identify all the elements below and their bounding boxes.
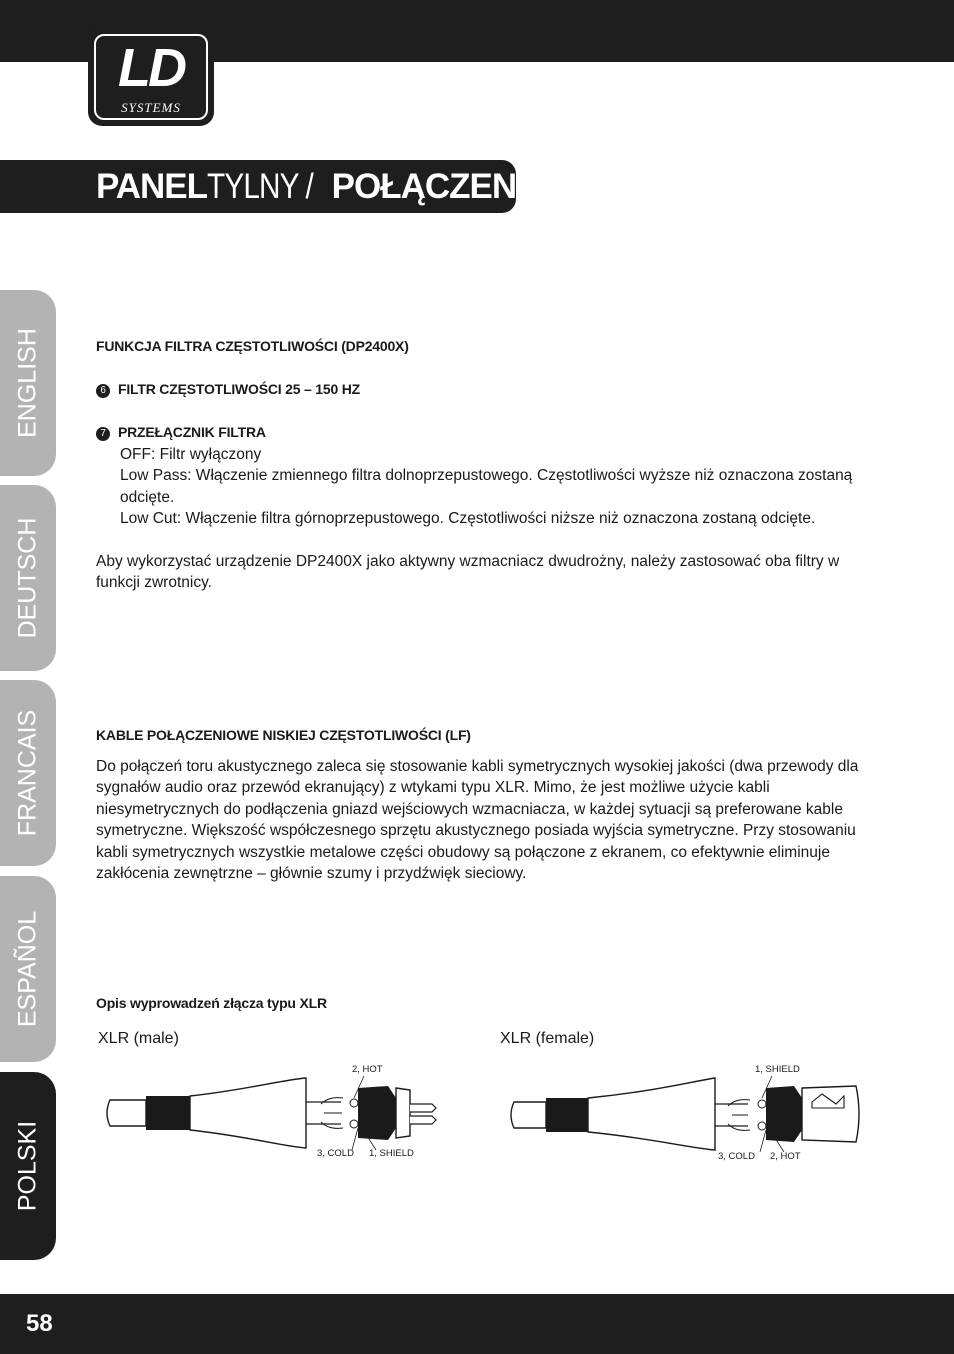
item-7-off: OFF: Filtr wyłączony bbox=[120, 445, 262, 463]
logo-frame bbox=[94, 34, 208, 120]
item-7-lowpass: Low Pass: Włączenie zmiennego filtra dolnoprzepustowego. Częstotliwości wyższe niż oznaczona zostaną odcięte. bbox=[120, 467, 853, 506]
tab-label: POLSKI bbox=[13, 1120, 42, 1212]
section-filter-function bbox=[96, 336, 866, 594]
tab-label: DEUTSCH bbox=[13, 517, 42, 639]
page-number: 58 bbox=[26, 1310, 53, 1337]
cables-paragraph: Do połączeń toru akustycznego zaleca się stosowanie kabli symetrycznych wysokiej jakości (dwa przewody dla sygnałów audio oraz przewód ekranujący) z wtykami typu XLR. Mimo, że jest możliwe użycie kabli niesymetrycznych do podłączenia gniazd wejściowych wzmacniacza, w każdej sytuacji są preferowane kable symetryczne. Większość współczesnego sprzętu akustycznego posiada wyjścia symetryczne. Przy stosowaniu kabli symetrycznych wszystkie metalowe części obudowy są połączone z ekranem, co efektywnie eliminuje zakłócenia zewnętrzne – głównie szumy i przydźwięk sieciowy. bbox=[96, 757, 859, 882]
tab-deutsch[interactable] bbox=[0, 485, 56, 671]
page-title bbox=[96, 166, 558, 208]
tab-polski[interactable] bbox=[0, 1072, 56, 1260]
footer-bar bbox=[0, 1294, 954, 1354]
logo-sub-text: SYSTEMS bbox=[121, 100, 181, 115]
item-6-heading bbox=[96, 379, 866, 401]
xlr-female-label: XLR (female) bbox=[500, 1030, 595, 1047]
item-7-heading bbox=[96, 422, 866, 444]
section-heading: FUNKCJA FILTRA CZĘSTOTLIWOŚCI (DP2400X) bbox=[96, 338, 409, 354]
title-part-polaczenia: POŁĄCZENIA bbox=[331, 167, 550, 206]
male-pin-2-label: 2, HOT bbox=[352, 1064, 383, 1075]
male-pin-1-label: 1, SHIELD bbox=[369, 1148, 414, 1159]
tab-label: ENGLISH bbox=[13, 328, 42, 438]
item-7-lowcut: Low Cut: Włączenie filtra górnoprzepustowego. Częstotliwości niższe niż oznaczona zostaną odcięte. bbox=[120, 510, 816, 527]
ld-systems-logo bbox=[88, 28, 214, 126]
item-7-title: PRZEŁĄCZNIK FILTRA bbox=[118, 424, 266, 440]
section-heading: Opis wyprowadzeń złącza typu XLR bbox=[96, 995, 327, 1011]
item-number-badge: 7 bbox=[96, 427, 110, 441]
tab-english[interactable] bbox=[0, 290, 56, 476]
logo-main-text: LD bbox=[118, 38, 184, 98]
xlr-female-diagram bbox=[500, 1058, 865, 1168]
tab-espanol[interactable] bbox=[0, 876, 56, 1062]
female-pin-3-label: 3, COLD bbox=[718, 1151, 755, 1162]
xlr-male-label: XLR (male) bbox=[98, 1030, 179, 1047]
section-heading: KABLE POŁĄCZENIOWE NISKIEJ CZĘSTOTLIWOŚCI (LF) bbox=[96, 727, 471, 743]
male-pin-3-label: 3, COLD bbox=[317, 1148, 354, 1159]
tab-francais[interactable] bbox=[0, 680, 56, 866]
title-part-panel: PANEL bbox=[96, 167, 208, 206]
female-pin-1-label: 1, SHIELD bbox=[755, 1064, 800, 1075]
crossover-paragraph: Aby wykorzystać urządzenie DP2400X jako aktywny wzmacniacz dwudrożny, należy zastosować oba filtry w funkcji zwrotnicy. bbox=[96, 552, 840, 591]
item-number-badge: 6 bbox=[96, 384, 110, 398]
tab-label: ESPAÑOL bbox=[13, 910, 42, 1028]
section-lf-cables bbox=[96, 725, 866, 885]
tab-label: FRANCAIS bbox=[13, 709, 42, 837]
item-6-title: FILTR CZĘSTOTLIWOŚCI 25 – 150 HZ bbox=[118, 380, 361, 397]
section-xlr-heading bbox=[96, 993, 866, 1015]
title-part-tylny: TYLNY / bbox=[207, 167, 313, 206]
female-pin-2-label: 2, HOT bbox=[770, 1151, 801, 1162]
title-colon: : bbox=[549, 167, 558, 206]
title-bar bbox=[0, 160, 558, 213]
